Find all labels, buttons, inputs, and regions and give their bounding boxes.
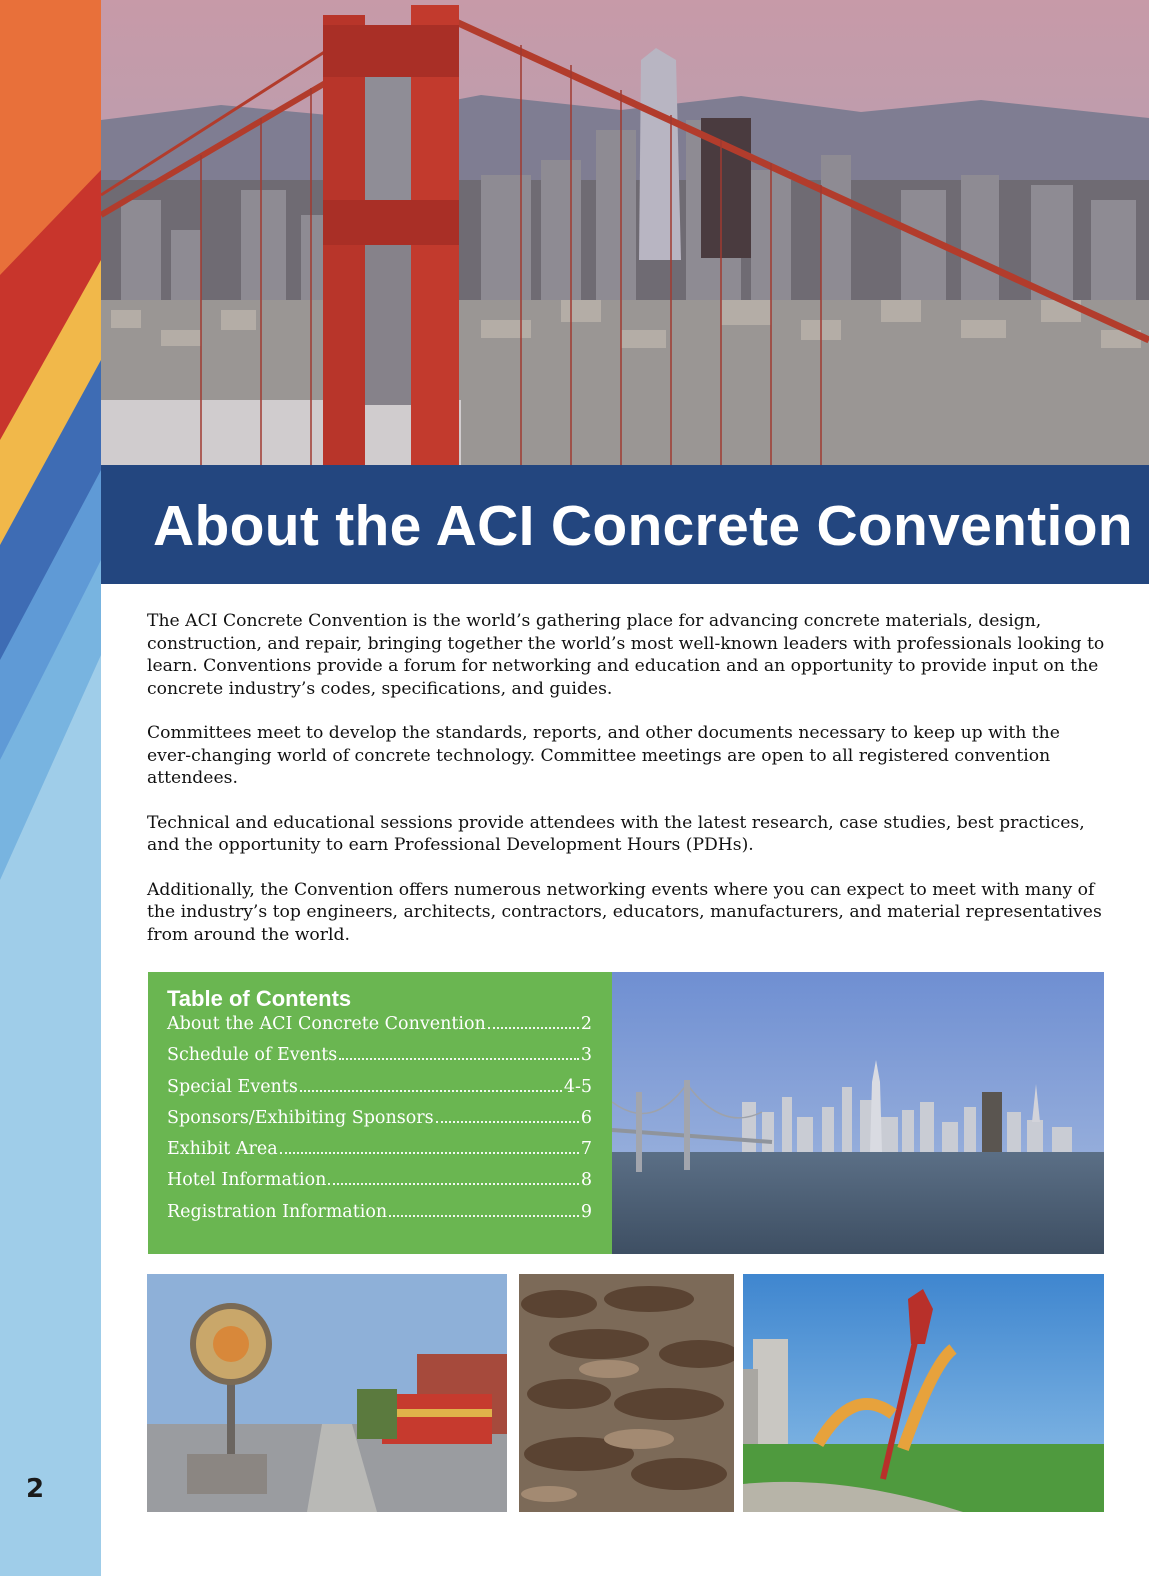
title-band: [101, 465, 1149, 584]
toc-item[interactable]: [167, 1108, 592, 1139]
toc-item[interactable]: [167, 1170, 592, 1201]
toc-leader-dots: [280, 1152, 579, 1154]
toc-item-label: Registration Information: [167, 1201, 388, 1222]
toc-leader-dots: [436, 1121, 579, 1123]
networking-paragraph: Additionally, the Convention offers numerous networking events where you can expect to meet with many of the industry’s top engineers, architects, contractors, educators, manufacturers, and material representatives from around the world.: [147, 879, 1102, 945]
fishermans-wharf-photo: [147, 1274, 507, 1512]
toc-item[interactable]: [167, 1139, 592, 1170]
toc-item-label: Schedule of Events: [167, 1045, 338, 1066]
toc-item-page: 4-5: [563, 1076, 592, 1097]
side-color-stripes: [0, 0, 101, 1576]
toc-item[interactable]: [167, 1014, 592, 1045]
page-number: 2: [26, 1474, 45, 1504]
toc-item[interactable]: [167, 1077, 592, 1108]
page-title: About the ACI Concrete Convention: [153, 494, 1133, 558]
hero-golden-gate-photo: [101, 0, 1149, 465]
toc-item-label: Special Events: [167, 1076, 298, 1097]
intro-paragraph: The ACI Concrete Convention is the world’s gathering place for advancing concrete materials, design, construction, and repair, bringing together the world’s most well-known leaders with professionals looking to learn. Conventions provide a forum for networking and education and an opportunity to provide input on the concrete industry’s codes, specifications, and guides.: [147, 611, 1105, 699]
toc-item-label: Sponsors/Exhibiting Sponsors: [167, 1107, 434, 1128]
toc-item[interactable]: [167, 1045, 592, 1076]
committees-paragraph: Committees meet to develop the standards, reports, and other documents necessary to keep up with the ever-changing world of concrete technology. Committee meetings are open to all registered convention attendees.: [147, 723, 1060, 788]
toc-item-page: 8: [580, 1170, 592, 1191]
toc-item[interactable]: [167, 1202, 592, 1233]
sessions-paragraph: Technical and educational sessions provide attendees with the latest research, case studies, best practices, and the opportunity to earn Professional Development Hours (PDHs).: [147, 812, 1085, 855]
toc-item-page: 7: [580, 1139, 592, 1160]
cupids-span-photo: [743, 1274, 1104, 1512]
toc-item-page: 6: [580, 1107, 592, 1128]
toc-leader-dots: [300, 1090, 562, 1092]
toc-heading: Table of Contents: [167, 986, 352, 1011]
toc-item-label: Hotel Information: [167, 1170, 327, 1191]
toc-item-page: 9: [580, 1201, 592, 1222]
toc-item-page: 2: [580, 1014, 592, 1034]
toc-leader-dots: [389, 1215, 579, 1217]
toc-leader-dots: [488, 1027, 579, 1029]
sea-lions-photo: [519, 1274, 734, 1512]
toc-item-label: About the ACI Concrete Convention: [167, 1014, 486, 1034]
toc-leader-dots: [328, 1183, 578, 1185]
bay-bridge-skyline-photo: [612, 972, 1104, 1254]
toc-item-label: Exhibit Area: [167, 1139, 278, 1160]
toc-leader-dots: [339, 1058, 579, 1060]
table-of-contents: [148, 972, 612, 1254]
intro-text: [147, 610, 1109, 968]
toc-item-page: 3: [580, 1045, 592, 1066]
